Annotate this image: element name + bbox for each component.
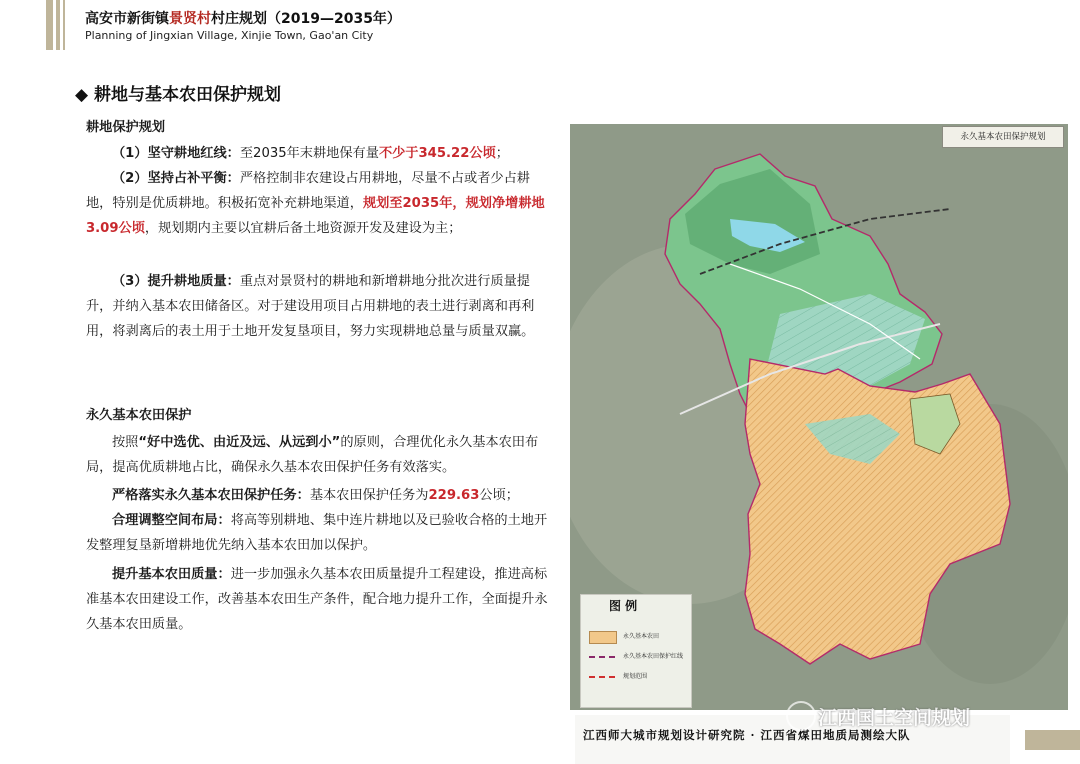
- village-name: 景贤村: [169, 11, 211, 27]
- legend-swatch-plan-scope: [589, 676, 615, 678]
- map-title: 永久基本农田保护规划: [942, 126, 1064, 148]
- legend-title: 图 例: [609, 599, 638, 613]
- farmland-layout: 合理调整空间布局：将高等别耕地、集中连片耕地以及已验收合格的土地开发整理复垦新增耕地优先纳入基本农田加以保护。: [86, 513, 548, 553]
- header-subtitle: Planning of Jingxian Village, Xinjie Town, Gao'an City: [85, 29, 374, 42]
- watermark: 江西国土空间规划: [818, 707, 971, 729]
- wechat-logo-icon: [786, 701, 816, 731]
- section-title: ◆ 耕地与基本农田保护规划: [75, 85, 281, 105]
- legend-swatch-protection-line: [589, 656, 615, 658]
- heading-cultivated-land: 耕地保护规划: [86, 120, 166, 135]
- header-title: 高安市新街镇景贤村村庄规划（2019—2035年）: [85, 11, 401, 27]
- farmland-intro: 按照“好中选优、由近及远、从远到小”的原则，合理优化永久基本农田布局，提高优质耕地占比，确保永久基本农田保护任务有效落实。: [86, 435, 539, 475]
- header-accent-bar-2: [56, 0, 60, 50]
- item-balance: （2）坚持占补平衡：严格控制非农建设占用耕地，尽量不占或者少占耕地，特别是优质耕地。积极拓宽补充耕地渠道，规划至2035年，规划净增耕地3.09公顷，规划期内主要以宜耕后备土地资源开发及建设为主；: [86, 171, 545, 236]
- item-quality: （3）提升耕地质量：重点对景贤村的耕地和新增耕地分批次进行质量提升，并纳入基本农田储备区。对于建设用项目占用耕地的表土进行剥离和再利用，将剥离后的表土用于土地开发复垦项目，努力实现耕地总量与质量双赢。: [86, 274, 535, 339]
- corner-accent: [1025, 730, 1080, 750]
- footer-text: 江西师大城市规划设计研究院 · 江西省煤田地质局测绘大队: [583, 728, 911, 742]
- map-legend: 图 例 永久基本农田 永久基本农田保护红线 规划范围: [580, 594, 692, 708]
- farmland-quality: 提升基本农田质量：进一步加强永久基本农田质量提升工程建设，推进高标准基本农田建设工作，改善基本农田生产条件，配合地力提升工作，全面提升永久基本农田质量。: [86, 567, 548, 632]
- farmland-task: 严格落实永久基本农田保护任务：基本农田保护任务为229.63公顷；: [112, 488, 519, 503]
- heading-basic-farmland: 永久基本农田保护: [86, 408, 192, 423]
- farmland-protection-map: [570, 124, 1068, 710]
- header-accent-bar-3: [63, 0, 65, 50]
- legend-swatch-farmland: [589, 631, 617, 644]
- item-red-line: （1）坚守耕地红线：至2035年末耕地保有量不少于345.22公顷；: [112, 146, 509, 161]
- header-accent-bar-1: [46, 0, 53, 50]
